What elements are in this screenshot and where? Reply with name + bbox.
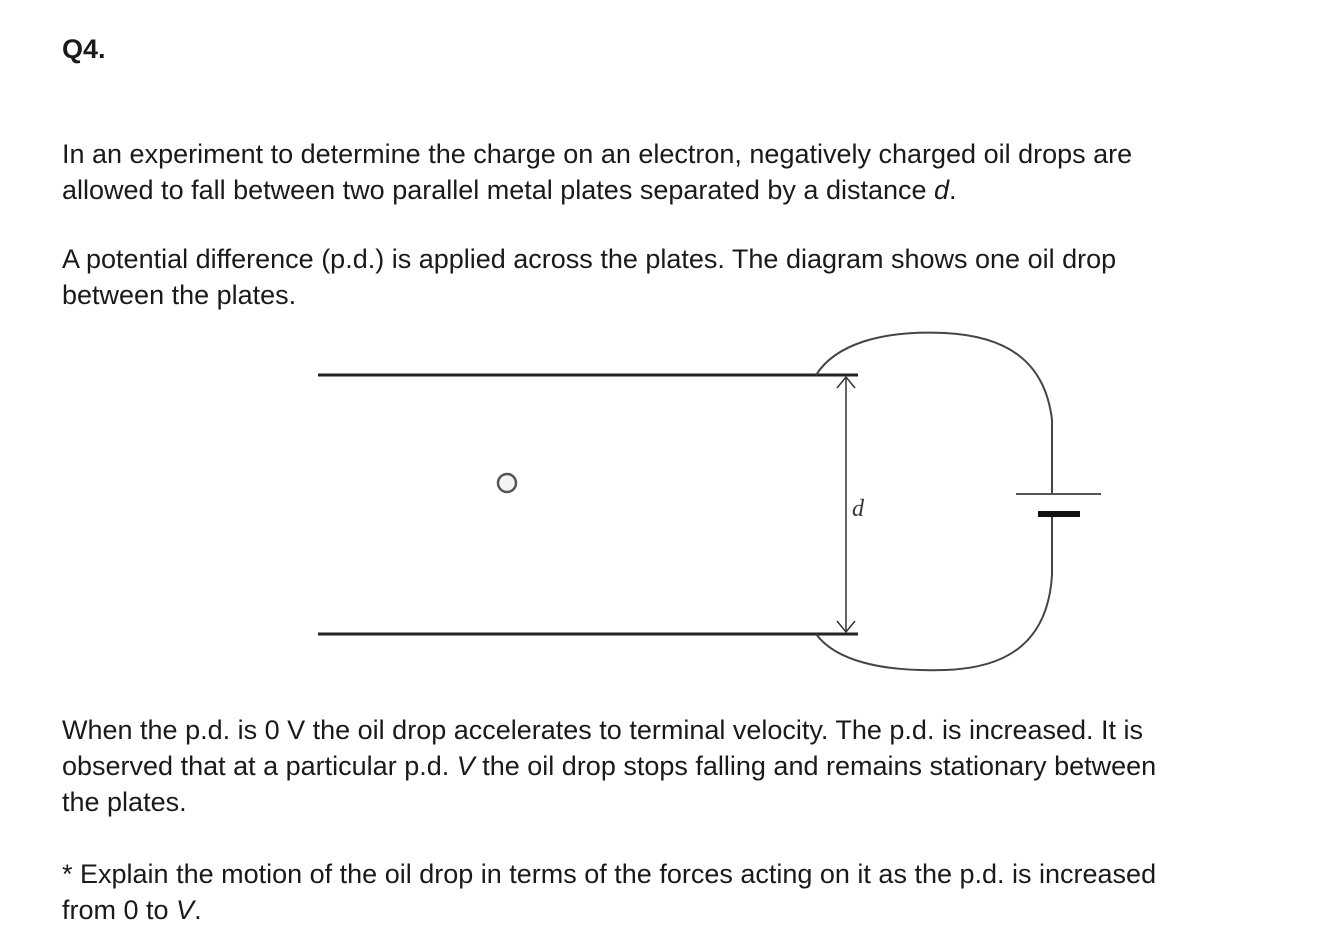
circuit-wire-bottom [816, 514, 1052, 670]
obs-line-2-end: the oil drop stops falling and remains stationary between [474, 751, 1157, 781]
observation-paragraph [62, 712, 1156, 820]
cell-icon [1016, 494, 1101, 514]
obs-line-1: When the p.d. is 0 V the oil drop accelerates to terminal velocity. The p.d. is increased. It is [62, 715, 1144, 745]
oil-drop [498, 474, 516, 492]
circuit-wire-top [816, 333, 1052, 494]
obs-line-3: the plates. [62, 787, 187, 817]
task-line-1: * Explain the motion of the oil drop in terms of the forces acting on it as the p.d. is increased [62, 859, 1157, 889]
obs-line-2-text: observed that at a particular p.d. [62, 751, 457, 781]
intro-line-2-end: . [949, 175, 957, 205]
pd-line-1: A potential difference (p.d.) is applied across the plates. The diagram shows one oil drop [62, 244, 1117, 274]
obs-line-2 [62, 748, 1156, 784]
task-line-2-text: from 0 to [62, 895, 177, 925]
intro-line-1: In an experiment to determine the charge on an electron, negatively charged oil drops are [62, 139, 1133, 169]
intro-line-2-text: allowed to fall between two parallel metal plates separated by a distance [62, 175, 935, 205]
distance-variable: d [934, 175, 950, 205]
separation-label: d [852, 496, 864, 522]
question-number: Q4. [62, 34, 106, 64]
pd-line-2: between the plates. [62, 280, 297, 310]
task-line-2 [62, 892, 1156, 928]
voltage-variable-2: V [176, 895, 195, 925]
task-line-2-end: . [194, 895, 202, 925]
voltage-variable: V [456, 751, 475, 781]
task-paragraph [62, 856, 1156, 928]
